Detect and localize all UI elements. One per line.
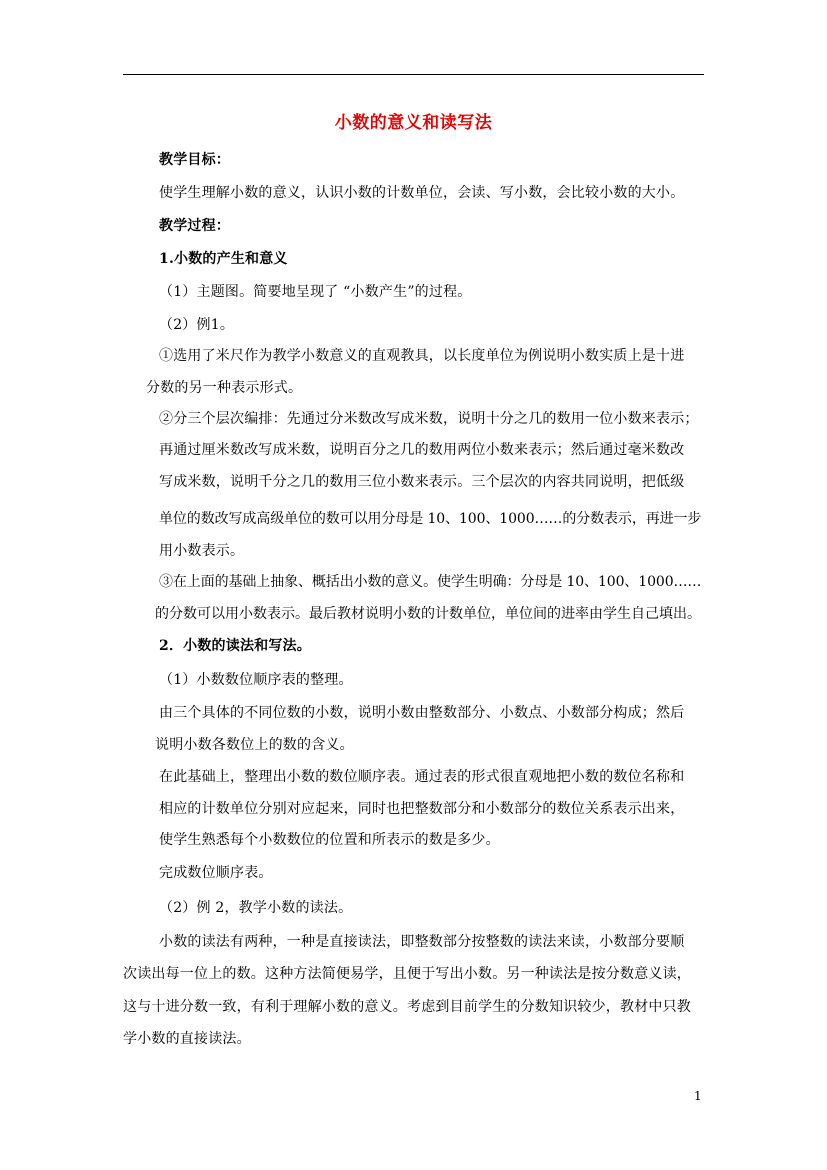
text-line: 完成数位顺序表。: [159, 865, 273, 881]
text-line: 用小数表示。: [159, 543, 245, 559]
text-line: 学小数的直接读法。: [123, 1031, 251, 1047]
page-number: 1: [694, 1089, 702, 1103]
text-line: 在此基础上，整理出小数的数位顺序表。通过表的形式很直观地把小数的数位名称和: [159, 769, 685, 785]
text-line: 使学生理解小数的意义，认识小数的计数单位，会读、写小数，会比较小数的大小。: [159, 185, 685, 201]
section-heading-2: 2．小数的读法和写法。: [159, 638, 311, 654]
text-line: ③在上面的基础上抽象、概括出小数的意义。使学生明确：分母是 10、100、1000……: [159, 574, 702, 590]
heading-teaching-process: 教学过程：: [159, 218, 230, 234]
text-line: 使学生熟悉每个小数数位的位置和所表示的数是多少。: [159, 832, 500, 848]
text-line: 再通过厘米数改写成米数，说明百分之几的数用两位小数来表示；然后通过毫米数改: [159, 442, 685, 458]
text-line: （2）例 2，教学小数的读法。: [159, 900, 353, 916]
text-line: ①选用了米尺作为教学小数意义的直观教具，以长度单位为例说明小数实质上是十进: [159, 348, 685, 364]
section-heading-1: 1.小数的产生和意义: [159, 251, 288, 267]
text-line: 相应的计数单位分别对应起来，同时也把整数部分和小数部分的数位关系表示出来，: [159, 801, 685, 817]
text-line: 由三个具体的不同位数的小数，说明小数由整数部分、小数点、小数部分构成；然后: [159, 705, 685, 721]
text-line: 分数的另一种表示形式。: [146, 380, 303, 396]
header-rule: [123, 74, 704, 75]
text-line: 小数的读法有两种，一种是直接读法，即整数部分按整数的读法来读，小数部分要顺: [159, 934, 685, 950]
heading-teaching-goals: 教学目标：: [159, 152, 230, 168]
text-line: 这与十进分数一致，有利于理解小数的意义。考虑到目前学生的分数知识较少，教材中只教: [123, 999, 691, 1015]
text-line: 次读出每一位上的数。这种方法简便易学，且便于写出小数。另一种读法是按分数意义读，: [123, 966, 691, 982]
text-line: ②分三个层次编排：先通过分米数改写成米数，说明十分之几的数用一位小数来表示；: [159, 411, 699, 427]
document-title: 小数的意义和读写法: [334, 113, 493, 133]
text-line: （1）小数数位顺序表的整理。: [159, 672, 353, 688]
text-line: 的分数可以用小数表示。最后教材说明小数的计数单位，单位间的进率由学生自己填出。: [155, 606, 701, 622]
text-line: 说明小数各数位上的数的含义。: [155, 737, 354, 753]
text-line: 写成米数，说明千分之几的数用三位小数来表示。三个层次的内容共同说明，把低级: [159, 474, 685, 490]
text-line: 单位的数改写成高级单位的数可以用分母是 10、100、1000……的分数表示，再进一步: [159, 511, 702, 527]
text-line: （2）例1。: [159, 317, 235, 333]
text-line: （1）主题图。简要地呈现了 “小数产生”的过程。: [159, 284, 472, 300]
